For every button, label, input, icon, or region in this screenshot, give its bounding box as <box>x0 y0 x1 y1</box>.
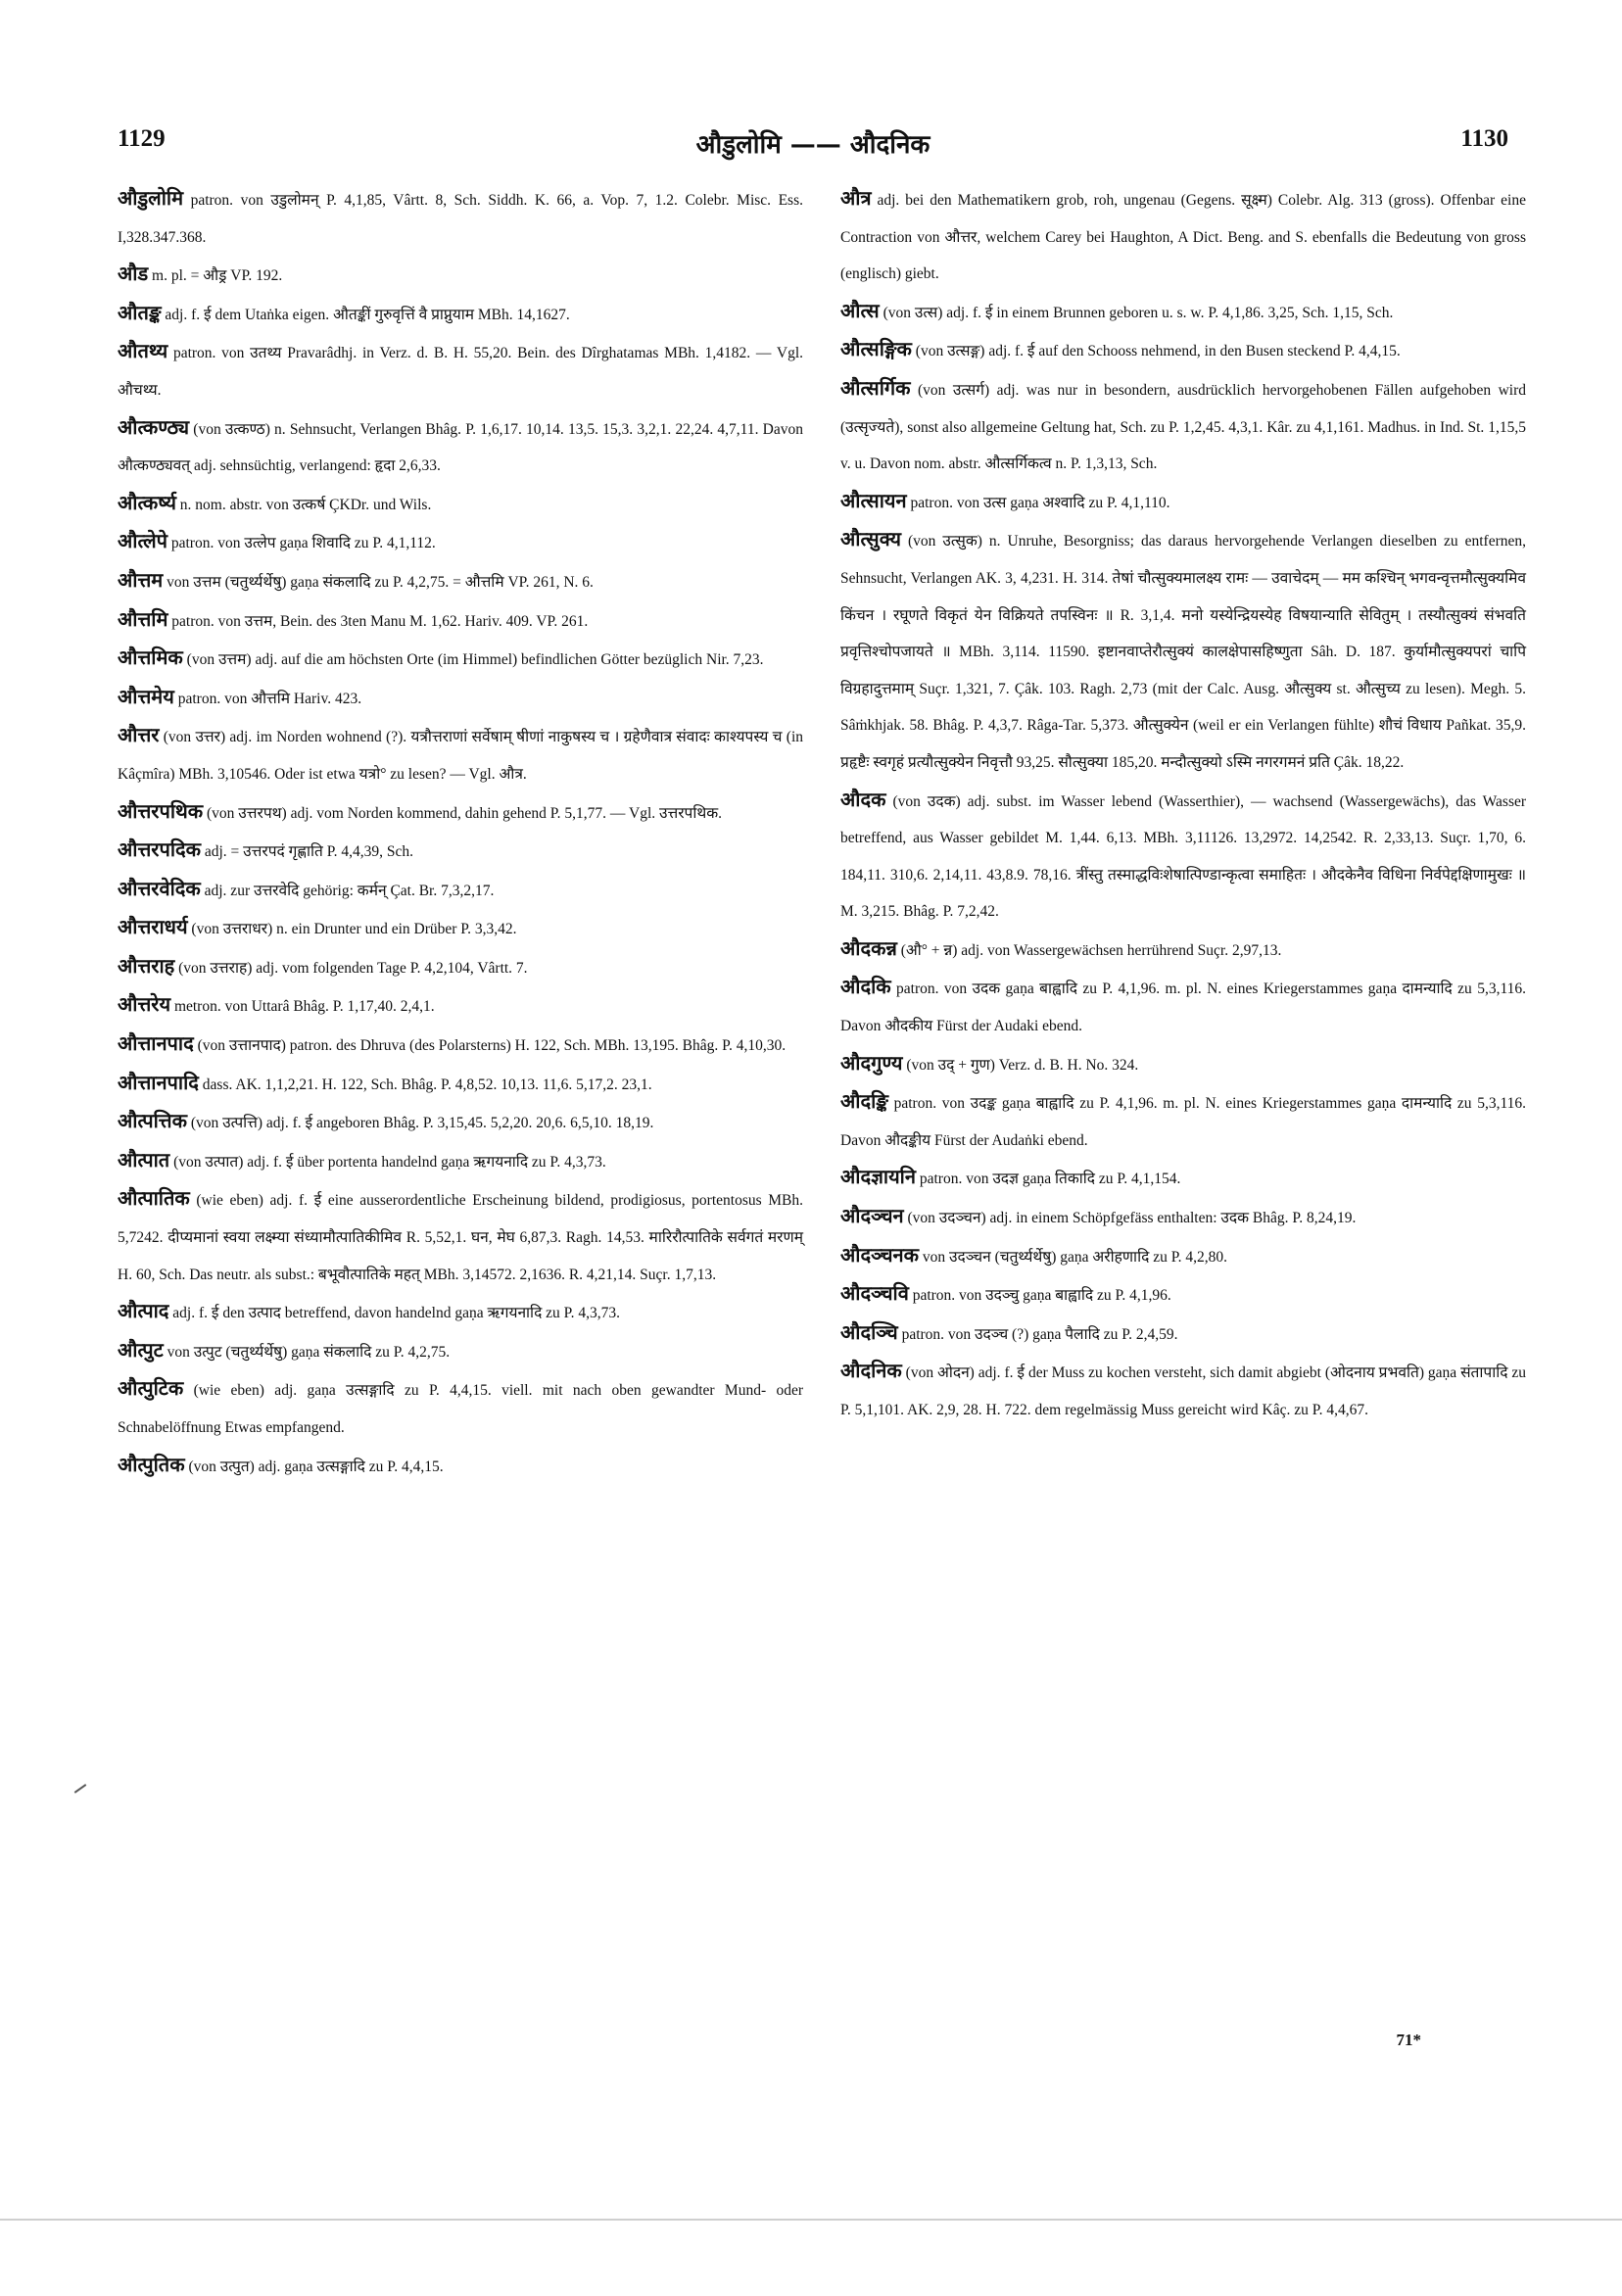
entry-headword: औत्पात <box>118 1147 170 1172</box>
entry-headword: औत्तराह <box>118 953 175 978</box>
scan-edge-line <box>0 2219 1622 2221</box>
dictionary-entry <box>118 793 803 833</box>
page-number-right: 1130 <box>1460 125 1508 152</box>
entry-headword: औत्पाद <box>118 1299 169 1323</box>
dictionary-entry <box>840 1159 1526 1198</box>
dictionary-entry <box>118 717 803 792</box>
entry-headword: औत्र <box>840 186 872 210</box>
dictionary-entry <box>118 1332 803 1371</box>
dictionary-entry <box>840 931 1526 970</box>
entry-text: patron. von उदञ्च (?) gaṇa पैलादि zu P. 2,4,59. <box>901 1325 1178 1343</box>
entry-text: (wie eben) adj. gaṇa उत्सङ्गादि zu P. 4,4,15. viell. mit nach oben gewandter Mund- oder Schnabelöffnung Etwas empfangend. <box>118 1382 804 1436</box>
entry-headword: औत्स <box>840 298 880 322</box>
entry-text: (von उत्सुक) n. Unruhe, Besorgniss; das daraus hervorgehende Verlangen dieselben zu entfernen, Sehnsucht, Verlangen AK. 3, 4,231. H. 314. तेषां चौत्सुक्यमालक्ष्य रामः — उवाचेदम् — मम कश्चिन् भगवन्वृत्तमौत्सुक्यमिव किंचन । रघूणते विकृतं येन विक्रियते तपस्विनः ॥ R. 3,1,4. मनो यस्येन्द्रियस्येह विषयान्याति सेवितुम् । तस्यौत्सुक्यं संभवति प्रवृत्तिश्चोपजायते ॥ MBh. 3,114. 11590. इष्टानवाप्तेरौत्सुक्यं कालक्षेपासहिष्णुता Sâh. D. 187. कुर्यामौत्सुक्यपरां चापि विग्रहादुत्तमाम् Suçr. 1,321, 7. Çâk. 103. Ragh. 2,73 (mit der Calc. Ausg. औत्सुक्य st. औत्सुच्य zu lesen). Megh. 5. Sâṁkhjak. 58. Bhâg. P. 4,3,7. Râga-Tar. 5,373. औत्सुक्येन (weil er ein Verlangen fühlte) शौचं विधाय Pañkat. 35,9. प्रहृष्टैः स्वगृहं प्रत्यौत्सुक्येन निवृत्तौ 93,25. सौत्सुक्या 185,20. मन्दौत्सुक्यो ऽस्मि नगरगमनं प्रति Çâk. 18,22. <box>840 533 1527 771</box>
dictionary-entry <box>840 1083 1526 1159</box>
entry-text: m. pl. = औड्र VP. 192. <box>152 267 283 285</box>
dictionary-entry <box>840 293 1526 332</box>
dictionary-entry <box>118 948 803 987</box>
page-number-left: 1129 <box>118 125 166 152</box>
dictionary-entry <box>118 679 803 718</box>
entry-headword: औत्तरवेदिक <box>118 876 201 900</box>
entry-text: patron. von उत्तम, Bein. des 3ten Manu M. 1,62. Hariv. 409. VP. 261. <box>171 612 589 630</box>
entry-headword: औत्तर <box>118 723 160 747</box>
entry-text: adj. bei den Mathematikern grob, roh, ungenau (Gegens. सूक्ष्म) Colebr. Alg. 313 (gross). Offenbar eine Contraction von औत्तर, welchem Carey bei Haughton, A Dict. Beng. and S. ebenfalls die Bedeutung von gross (englisch) giebt. <box>840 192 1526 283</box>
entry-text: (औ° + न्न) adj. von Wassergewächsen herrührend Suçr. 2,97,13. <box>900 941 1282 959</box>
entry-text: patron. von उदज्ञ gaṇa तिकादि zu P. 4,1,154. <box>919 1171 1181 1188</box>
dictionary-entry <box>840 1315 1526 1354</box>
entry-text: (von उत्सङ्ग) adj. f. ई auf den Schooss nehmend, in den Busen steckend P. 4,4,15. <box>915 343 1401 360</box>
entry-text: (von उत्स) adj. f. ई in einem Brunnen geboren u. s. w. P. 4,1,86. 3,25, Sch. 1,15, Sch. <box>883 304 1394 321</box>
dictionary-entry <box>840 969 1526 1044</box>
entry-text: von उदञ्चन (चतुर्थ्यर्थेषु) gaṇa अरीहणादि zu P. 4,2,80. <box>922 1248 1227 1266</box>
dictionary-entry <box>840 1198 1526 1237</box>
entry-headword: औत्कण्ठ्य <box>118 414 190 439</box>
entry-text: dass. AK. 1,1,2,21. H. 122, Sch. Bhâg. P. 4,8,52. 10,13. 11,6. 5,17,2. 23,1. <box>202 1076 652 1093</box>
entry-headword: औत्तरेय <box>118 992 171 1017</box>
dictionary-entry <box>118 523 803 562</box>
dictionary-entry <box>118 601 803 641</box>
dictionary-entry <box>118 409 803 485</box>
entry-headword: औदङ्कि <box>840 1089 888 1114</box>
entry-headword: औत्तराधर्य <box>118 915 188 939</box>
entry-text: (von उत्तरपथ) adj. vom Norden kommend, dahin gehend P. 5,1,77. — Vgl. उत्तरपथिक. <box>207 804 723 822</box>
entry-headword: औतङ्क <box>118 300 162 324</box>
dictionary-entry <box>118 909 803 948</box>
dictionary-entry <box>118 1180 803 1293</box>
dictionary-entry <box>118 1065 803 1104</box>
entry-text: (von उत्पात) adj. f. ई über portenta handelnd gaṇa ऋगयनादि zu P. 4,3,73. <box>173 1153 606 1171</box>
entry-text: (von उत्तराह) adj. vom folgenden Tage P. 4,2,104, Vârtt. 7. <box>178 959 528 977</box>
entry-headword: औडुलोमि <box>118 186 184 210</box>
entry-headword: औत्तानपाद <box>118 1031 194 1056</box>
entry-text: (von उत्कण्ठ) n. Sehnsucht, Verlangen Bhâg. P. 1,6,17. 10,14. 13,5. 15,3. 3,2,1. 22,24. 4,7,11. Davon औत्कण्ठ्यवत् adj. sehnsüchtig, verlangend: हृदा 2,6,33. <box>118 420 803 475</box>
entry-text: adj. = उत्तरपदं गृह्णाति P. 4,4,39, Sch. <box>204 843 414 861</box>
dictionary-entry <box>840 370 1526 483</box>
right-column <box>840 180 1526 1429</box>
dictionary-entry <box>118 333 803 408</box>
dictionary-entry <box>118 986 803 1026</box>
entry-text: patron. von उदञ्चु gaṇa बाह्वादि zu P. 4,1,96. <box>912 1287 1171 1305</box>
entry-text: patron. von उदङ्क gaṇa बाह्वादि zu P. 4,1,96. m. pl. N. eines Kriegerstammes gaṇa दामन्यादि zu 5,3,116. Davon औदङ्कीय Fürst der Audaṅki ebend. <box>840 1095 1526 1149</box>
left-column <box>118 180 803 1485</box>
entry-text: n. nom. abstr. von उत्कर्ष ÇKDr. und Wils. <box>179 496 432 513</box>
dictionary-entry <box>840 1045 1526 1084</box>
dictionary-entry <box>118 256 803 295</box>
entry-text: von उत्पुट (चतुर्थ्यर्थेषु) gaṇa संकलादि zu P. 4,2,75. <box>167 1343 451 1361</box>
entry-text: (von उत्तर) adj. im Norden wohnend (?). यत्रौत्तराणां सर्वेषाम् षीणां नाकुषस्य च । ग्रहेणैवात्र संवादः काश्यपस्य च (in Kâçmîra) MBh. 3,10546. Oder ist etwa यत्रो° zu lesen? — Vgl. औत्र. <box>118 729 803 783</box>
margin-mark <box>74 1784 87 1794</box>
entry-text: (von उत्पुत) adj. gaṇa उत्सङ्गादि zu P. 4,4,15. <box>188 1458 444 1475</box>
entry-headword: औत्पत्तिक <box>118 1109 187 1133</box>
entry-headword: औत्तरपदिक <box>118 837 201 862</box>
entry-headword: औत्लेपे <box>118 529 167 553</box>
dictionary-entry <box>840 1237 1526 1276</box>
entry-text: patron. von औत्तमि Hariv. 423. <box>177 690 362 707</box>
entry-text: patron. von उडुलोमन् P. 4,1,85, Vârtt. 8, Sch. Siddh. K. 66, a. Vop. 7, 1.2. Colebr. Misc. Ess. I,328.347.368. <box>118 192 803 246</box>
entry-headword: औत्पुटिक <box>118 1376 184 1401</box>
dictionary-entry <box>118 1142 803 1181</box>
entry-headword: औत्सुक्य <box>840 527 901 551</box>
dictionary-entry <box>840 483 1526 522</box>
entry-text: (von उत्पत्ति) adj. f. ई angeboren Bhâg. P. 3,15,45. 5,2,20. 20,6. 6,5,10. 18,19. <box>190 1115 654 1132</box>
entry-headword: औत्तमिक <box>118 646 183 670</box>
entry-headword: औत्तरपथिक <box>118 798 204 823</box>
entry-text: adj. f. ई den उत्पाद betreffend, davon handelnd gaṇa ऋगयनादि zu P. 4,3,73. <box>172 1305 620 1322</box>
entry-headword: औदकन्न <box>840 935 897 960</box>
dictionary-entry <box>118 1447 803 1486</box>
dictionary-entry <box>118 180 803 256</box>
entry-text: (von उदक) adj. subst. im Wasser lebend (Wasserthier), — wachsend (Wassergewächs), das Wasser betreffend, aus Wasser gebildet M. 1,44. 6,13. MBh. 3,11126. 13,2972. 14,2542. R. 2,33,13. Suçr. 1,70, 6. 184,11. 310,6. 2,14,11. 43,8.9. 78,16. त्रींस्तु तस्माद्धविःशेषात्पिण्डान्कृत्वा समाहितः । औदकेनैव विधिना निर्वपेद्दक्षिणामुखः ॥ M. 3,215. Bhâg. P. 7,2,42. <box>840 792 1527 921</box>
entry-text: (von उद् + गुण) Verz. d. B. H. No. 324. <box>906 1056 1139 1074</box>
entry-text: patron. von उदक gaṇa बाह्वादि zu P. 4,1,96. m. pl. N. eines Kriegerstammes gaṇa दामन्यादि zu 5,3,116. Davon औदकीय Fürst der Audaki ebend. <box>840 981 1526 1035</box>
entry-headword: औत्तम <box>118 567 164 592</box>
entry-headword: औत्पुतिक <box>118 1452 185 1476</box>
entry-headword: औत्तमि <box>118 606 168 631</box>
entry-text: (von उत्तानपाद) patron. des Dhruva (des Polarsterns) H. 122, Sch. MBh. 13,195. Bhâg. P. 4,10,30. <box>197 1037 787 1055</box>
dictionary-entry <box>118 832 803 871</box>
dictionary-entry <box>840 782 1526 931</box>
entry-headword: औत्सर्गिक <box>840 375 911 400</box>
entry-headword: औदज्ञायनि <box>840 1165 916 1189</box>
entry-headword: औदञ्चवि <box>840 1281 909 1306</box>
entry-text: patron. von उत्स gaṇa अश्वादि zu P. 4,1,110. <box>910 494 1170 511</box>
entry-headword: औदनिक <box>840 1359 902 1383</box>
entry-text: von उत्तम (चतुर्थ्यर्थेषु) gaṇa संकलादि zu P. 4,2,75. = औत्तमि VP. 261, N. 6. <box>167 573 594 591</box>
entry-text: (von उत्सर्ग) adj. was nur in besondern, ausdrücklich hervorgehobenen Fällen aufgehoben wird (उत्सृज्यते), sonst also allgemeine Geltung hat, Sch. zu P. 1,2,45. 4,3,1. Kâr. zu 4,1,161. Madhus. in Ind. St. 1,15,5 v. u. Davon nom. abstr. औत्सर्गिकत्व n. P. 1,3,13, Sch. <box>840 381 1526 473</box>
dictionary-entry <box>840 1353 1526 1428</box>
entry-headword: औदकि <box>840 975 891 999</box>
running-title: औडुलोमि —— औदनिक <box>695 130 930 160</box>
dictionary-entry <box>840 180 1526 293</box>
entry-headword: औत्पुट <box>118 1337 164 1362</box>
entry-headword: औदञ्चन <box>840 1204 904 1228</box>
entry-headword: औत्पातिक <box>118 1186 190 1211</box>
entry-headword: औदञ्चि <box>840 1319 898 1344</box>
entry-text: patron. von उत्लेप gaṇa शिवादि zu P. 4,1,112. <box>170 535 436 552</box>
entry-text: (von उत्तराधर) n. ein Drunter und ein Drüber P. 3,3,42. <box>191 921 517 938</box>
entry-text: adj. zur उत्तरवेदि gehörig: कर्मन् Çat. Br. 7,3,2,17. <box>204 882 495 899</box>
entry-headword: औत्सङ्गिक <box>840 337 912 361</box>
entry-headword: औदञ्चनक <box>840 1242 919 1267</box>
entry-headword: औत्तानपादि <box>118 1070 199 1094</box>
entry-headword: औदक <box>840 787 886 811</box>
signature-mark: 71* <box>1396 2031 1421 2049</box>
dictionary-entry <box>118 1026 803 1065</box>
dictionary-entry <box>118 562 803 601</box>
entry-text: metron. von Uttarâ Bhâg. P. 1,17,40. 2,4,1. <box>173 998 435 1016</box>
dictionary-entry <box>840 1275 1526 1315</box>
entry-headword: औतथ्य <box>118 339 168 363</box>
dictionary-entry <box>118 295 803 334</box>
entry-text: patron. von उतथ्य Pravarâdhj. in Verz. d. B. H. 55,20. Bein. des Dîrghatamas MBh. 1,4182. — Vgl. औचथ्य. <box>118 345 803 399</box>
page-header <box>118 125 1508 165</box>
dictionary-entry <box>118 485 803 524</box>
entry-text: (wie eben) adj. f. ई eine ausserordentliche Erscheinung bildend, prodigiosus, portentosus MBh. 5,7242. दीप्यमानां स्वया लक्ष्म्या संध्यामौत्पातिकीमिव R. 5,52,1. घन, मेघ 6,87,3. Ragh. 14,53. मारिरौत्पातिके सर्वगतं मरणम् H. 60, Sch. Das neutr. als subst.: बभूवौत्पातिके महत् MBh. 3,14572. 2,1636. R. 4,21,14. Suçr. 1,7,13. <box>118 1192 803 1283</box>
dictionary-entry <box>118 1293 803 1332</box>
dictionary-entry <box>118 1103 803 1142</box>
entry-headword: औदगुण्य <box>840 1050 903 1075</box>
entry-headword: औत्तमेय <box>118 684 174 708</box>
entry-headword: औत्सायन <box>840 488 907 512</box>
dictionary-entry <box>840 331 1526 370</box>
dictionary-entry <box>118 640 803 679</box>
dictionary-entry <box>840 521 1526 781</box>
entry-headword: औत्कर्ष्य <box>118 490 176 514</box>
entry-headword: औड <box>118 262 149 286</box>
entry-text: (von उदञ्चन) adj. in einem Schöpfgefäss enthalten: उदक Bhâg. P. 8,24,19. <box>907 1210 1357 1227</box>
entry-text: (von ओदन) adj. f. ई der Muss zu kochen versteht, sich damit abgiebt (ओदनाय प्रभवति) gaṇa संतापादि zu P. 5,1,101. AK. 2,9, 28. H. 722. dem regelmässig Muss gereicht wird Kâç. zu P. 4,4,67. <box>840 1364 1527 1418</box>
entry-text: (von उत्तम) adj. auf die am höchsten Orte (im Himmel) befindlichen Götter bezüglich Nir. 7,23. <box>186 651 764 669</box>
dictionary-entry <box>118 1370 803 1446</box>
entry-text: adj. f. ई dem Utaṅka eigen. औतङ्कीं गुरुवृत्तिं वै प्राप्नुयाम MBh. 14,1627. <box>165 306 570 323</box>
dictionary-entry <box>118 871 803 910</box>
